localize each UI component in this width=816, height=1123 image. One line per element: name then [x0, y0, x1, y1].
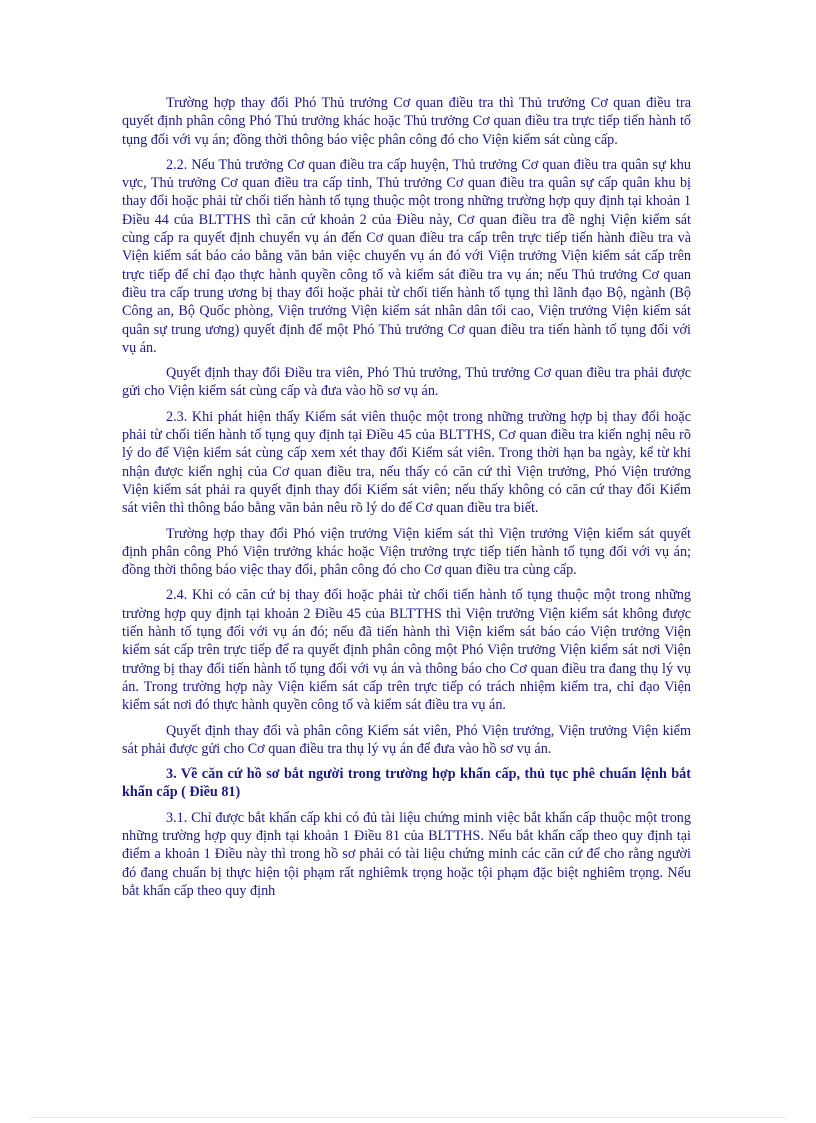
- paragraph-replacement-deputy-head: Trường hợp thay đổi Phó Thủ trưởng Cơ quan điều tra thì Thủ trưởng Cơ quan điều tra quyết định phân công Phó Thủ trưởng khác hoặc Thủ trưởng Cơ quan điều tra trực tiếp tiến hành tố tụng đối với vụ án; đồng thời thông báo việc phân công đó cho Viện kiểm sát cùng cấp.: [122, 95, 691, 148]
- paragraph-replacement-deputy-director: Trường hợp thay đổi Phó viện trưởng Viện kiểm sát thì Viện trưởng Viện kiểm sát quyết định phân công Phó Viện trưởng khác hoặc Viện trưởng trực tiếp tiến hành tố tụng đối với vụ án; đồng thời thông báo việc thay đổi, phân công đó cho Cơ quan điều tra cùng cấp.: [122, 525, 691, 579]
- paragraph-2-3: 2.3. Khi phát hiện thấy Kiểm sát viên thuộc một trong những trường hợp bị thay đổi hoặc phải từ chối tiến hành tố tụng quy định tại Điều 45 của BLTTHS, Cơ quan điều tra kiến nghị nêu rõ lý do để Viện kiểm sát cùng cấp xem xét thay đổi Kiểm sát viên. Trong thời hạn ba ngày, kể từ khi nhận được kiến nghị của Cơ quan điều tra, nếu thấy có căn cứ thì Viện trưởng, Phó Viện trưởng Viện kiểm sát phải ra quyết định thay đổi Kiểm sát viên; nếu thấy không có căn cứ thay đổi Kiểm sát viên thì thông báo bằng văn bản nêu rõ lý do để Cơ quan điều tra biết.: [122, 408, 691, 517]
- paragraph-3-1: 3.1. Chỉ được bắt khẩn cấp khi có đủ tài liệu chứng minh việc bắt khẩn cấp thuộc một trong những trường hợp quy định tại khoản 1 Điều 81 của BLTTHS. Nếu bắt khẩn cấp theo quy định tại điểm a khoản 1 Điều này thì trong hồ sơ phải có tài liệu chứng minh các căn cứ để cho rằng người đó đang chuẩn bị thực hiện tội phạm rất nghiêmk trọng hoặc tội phạm đặc biệt nghiêm trọng. Nếu bắt khẩn cấp theo quy định: [122, 809, 691, 899]
- paragraph-2-4: 2.4. Khi có căn cứ bị thay đổi hoặc phải từ chối tiến hành tố tụng thuộc một trong những trường hợp quy định tại khoản 2 Điều 45 của BLTTHS thì Viện trưởng Viện kiểm sát không được tiến hành tố tụng đối với vụ án đó; nếu đã tiến hành thì Viện kiểm sát báo cáo Viện trưởng Viện kiểm sát cấp trên trực tiếp để ra quyết định phân công một Phó Viện trưởng Viện kiểm sát nơi Viện trưởng bị thay đổi tiến hành tố tụng đối với vụ án và thông báo cho Cơ quan điều tra đang thụ lý vụ án. Trong trường hợp này Viện kiểm sát cấp trên trực tiếp có trách nhiệm kiểm tra, chỉ đạo Viện kiểm sát nơi đó thực hành quyền công tố và kiểm sát điều tra vụ án.: [122, 587, 691, 714]
- paragraph-decision-replacement-prosecutor: Quyết định thay đổi và phân công Kiểm sát viên, Phó Viện trưởng, Viện trưởng Viện kiểm sát phải được gửi cho Cơ quan điều tra thụ lý vụ án để đưa vào hồ sơ vụ án.: [122, 722, 691, 757]
- document-body: [122, 94, 691, 907]
- page-bottom-rule: [30, 1117, 786, 1118]
- paragraph-decision-replacement-investigator: Quyết định thay đổi Điều tra viên, Phó Thủ trưởng, Thủ trưởng Cơ quan điều tra phải được gửi cho Viện kiểm sát cùng cấp và đưa vào hồ sơ vụ án.: [122, 365, 691, 400]
- paragraph-2-2: 2.2. Nếu Thủ trưởng Cơ quan điều tra cấp huyện, Thủ trưởng Cơ quan điều tra quân sự khu vực, Thủ trưởng Cơ quan điều tra cấp tỉnh, Thủ trưởng Cơ quan điều tra quân sự cấp quân khu bị thay đổi hoặc phải từ chối tiến hành tố tụng thuộc một trong những trường hợp quy định tại khoản 1 Điều 44 của BLTTHS thì căn cứ khoản 2 của Điều này, Cơ quan điều tra đề nghị Viện kiểm sát cùng cấp ra quyết định chuyển vụ án đến Cơ quan điều tra cấp trên trực tiếp tiến hành điều tra và Viện kiểm sát báo cáo bằng văn bản việc chuyển vụ án đó với Viện trưởng Viện kiểm sát cấp trên trực tiếp để chỉ đạo thực hành quyền công tố và kiểm sát điều tra vụ án; nếu Thủ trưởng Cơ quan điều tra cấp trung ương bị thay đổi hoặc phải từ chối tiến hành tố tụng thì lãnh đạo Bộ, ngành (Bộ Công an, Bộ Quốc phòng, Viện trưởng Viện kiểm sát nhân dân tối cao, Viện trưởng Viện kiểm sát quân sự trung ương) quyết định để một Phó Thủ trưởng Cơ quan điều tra tiến hành tố tụng đối với vụ án.: [122, 156, 691, 356]
- section-heading-3: 3. Về căn cứ hồ sơ bắt người trong trường hợp khẩn cấp, thủ tục phê chuẩn lệnh bắt khẩn cấp ( Điều 81): [122, 766, 691, 801]
